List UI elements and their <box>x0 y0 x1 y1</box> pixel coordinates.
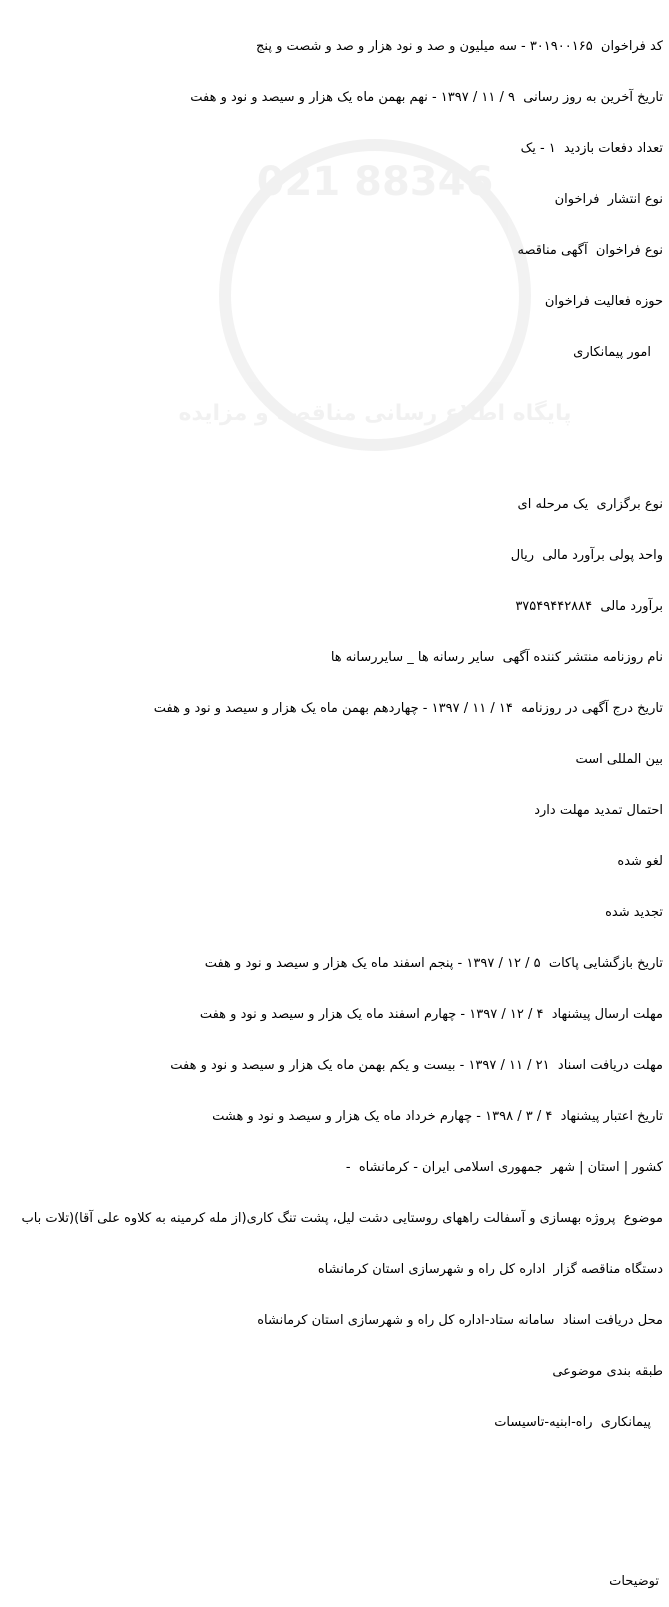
holding-type-row: نوع برگزاری یک مرحله ای <box>517 497 663 512</box>
documents-deadline-row: مهلت دریافت اسناد ۲۱ / ۱۱ / ۱۳۹۷ - بیست و یکم بهمن ماه یک هزار و سیصد و نود و هفت <box>170 1058 663 1073</box>
documents-place-row: محل دریافت اسناد سامانه ستاد-اداره کل راه و شهرسازی استان کرمانشاه <box>257 1313 663 1328</box>
renewed-row: تجدید شده <box>605 905 663 920</box>
tender-type-row: نوع فراخوان آگهی مناقصه <box>517 243 663 258</box>
currency-row: واحد پولی برآورد مالی ریال <box>510 548 663 563</box>
international-row: بین المللی است <box>575 752 663 767</box>
activity-field-value: امور پیمانکاری <box>573 345 651 360</box>
category-label: طبقه بندی موضوعی <box>552 1364 663 1379</box>
tender-code-row: کد فراخوان ۳۰۱۹۰۰۱۶۵ - سه میلیون و صد و نود هزار و صد و شصت و پنج <box>256 39 663 54</box>
last-update-row: تاریخ آخرین به روز رسانی ۹ / ۱۱ / ۱۳۹۷ - نهم بهمن ماه یک هزار و سیصد و نود و هفت <box>190 90 663 105</box>
ad-date-row: تاریخ درج آگهی در روزنامه ۱۴ / ۱۱ / ۱۳۹۷ - چهاردهم بهمن ماه یک هزار و سیصد و نود و هفت <box>153 701 663 716</box>
organizer-row: دستگاه مناقصه گزار اداره کل راه و شهرسازی استان کرمانشاه <box>317 1262 663 1277</box>
watermark-site-name: پایگاه اطلاع رسانی مناقصه و مزایده <box>178 401 572 426</box>
activity-field-label: حوزه فعالیت فراخوان <box>544 294 663 309</box>
extension-row: احتمال تمدید مهلت دارد <box>534 803 663 818</box>
watermark-phone: 021 88346 <box>256 159 494 205</box>
cancelled-row: لغو شده <box>617 854 663 869</box>
visit-count-row: تعداد دفعات بازدید ۱ - یک <box>520 141 663 156</box>
tender-details <box>9 4 663 1607</box>
subject-row: موضوع پروژه بهسازی و آسفالت راههای روستایی دشت لیل، پشت تنگ کاری(از مله کرمینه به کلاوه علی آقا)(تلات باب <box>21 1211 663 1226</box>
location-row: کشور | استان | شهر جمهوری اسلامی ایران - کرمانشاه - <box>345 1160 663 1175</box>
validity-date-row: تاریخ اعتبار پیشنهاد ۴ / ۳ / ۱۳۹۸ - چهارم خرداد ماه یک هزار و سیصد و نود و هشت <box>212 1109 663 1124</box>
category-value: پیمانکاری راه-ابنیه-تاسیسات <box>494 1415 651 1430</box>
newspaper-row: نام روزنامه منتشر کننده آگهی سایر رسانه ها _ سایررسانه ها <box>330 650 663 665</box>
submission-deadline-row: مهلت ارسال پیشنهاد ۴ / ۱۲ / ۱۳۹۷ - چهارم اسفند ماه یک هزار و سیصد و نود و هفت <box>199 1007 663 1022</box>
estimate-row: برآورد مالی ۳۷۵۴۹۴۴۲۸۸۴ <box>515 599 663 614</box>
publish-type-row: نوع انتشار فراخوان <box>554 192 663 207</box>
description-label: توضیحات <box>609 1574 659 1589</box>
opening-date-row: تاریخ بازگشایی پاکات ۵ / ۱۲ / ۱۳۹۷ - پنجم اسفند ماه یک هزار و سیصد و نود و هفت <box>204 956 663 971</box>
